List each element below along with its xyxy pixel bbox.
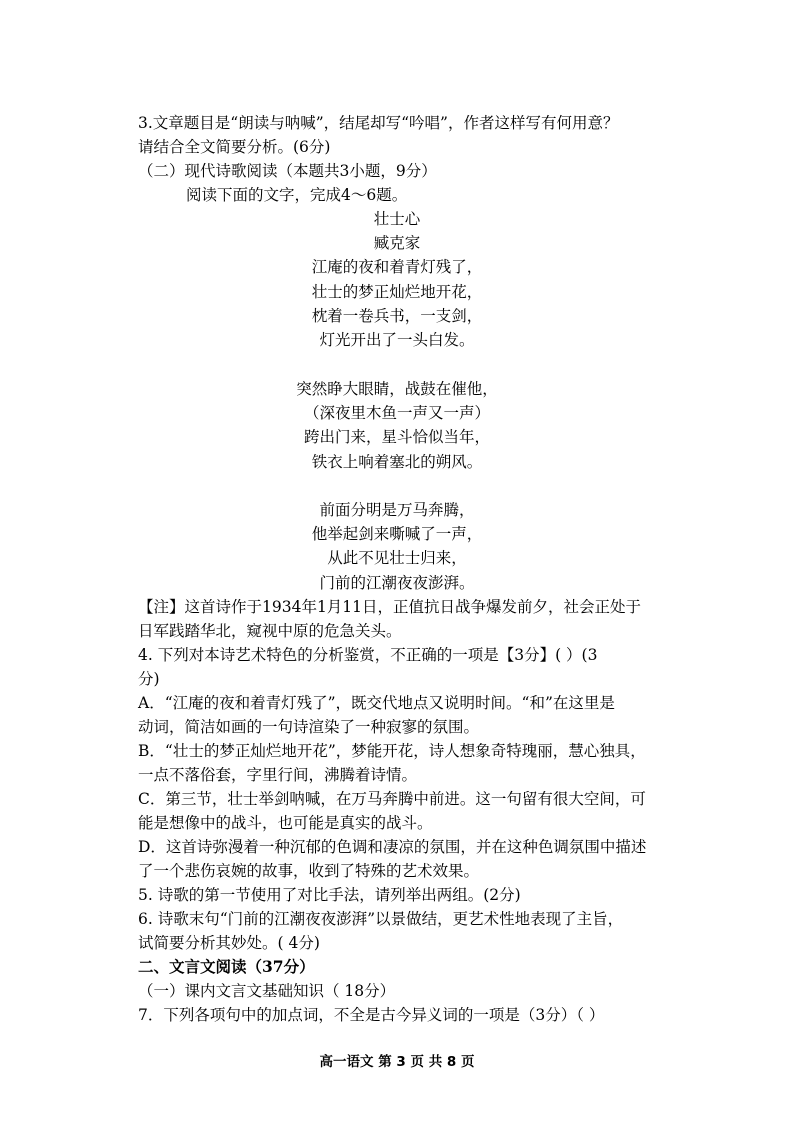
poem-line: 跨出门来，星斗恰似当年， (303, 428, 490, 446)
q3-line1: 3.文章题目是“朗读与呐喊”，结尾却写“吟唱”，作者这样写有何用意？ (138, 114, 619, 132)
note-line1: 【注】这首诗作于1934年1月11日，正值抗日战争爆发前夕，社会正处于 (138, 598, 642, 616)
poem-line: 突然睁大眼睛，战鼓在催他， (296, 380, 498, 398)
poem-title: 壮士心 (373, 210, 421, 228)
q4-option-b-cont: 一点不落俗套，字里行间，沸腾着诗情。 (138, 766, 418, 784)
poem-line: 铁衣上响着塞北的朔风。 (311, 453, 483, 471)
q5: 5. 诗歌的第一节使用了对比手法，请列举出两组。(2分) (138, 886, 521, 904)
q4-option-c-cont: 能是想像中的战斗，也可能是真实的战斗。 (138, 814, 433, 832)
q4-option-d-cont: 了一个悲伤哀婉的故事，收到了特殊的艺术效果。 (138, 862, 480, 880)
note-line2: 日军践踏华北，窥视中原的危急关头。 (138, 622, 402, 640)
q4-option-d: D．这首诗弥漫着一种沉郁的色调和凄凉的氛围，并在这种色调氛围中描述 (138, 838, 647, 856)
section2-subheading: （一）课内文言文基础知识（ 18分） (138, 982, 396, 1000)
q6-line2: 试简要分析其妙处。( 4分) (138, 934, 320, 952)
q4-option-a: A．“江庵的夜和着青灯残了”，既交代地点又说明时间。“和”在这里是 (138, 694, 615, 712)
poem-line: 从此不见壮士归来， (327, 549, 467, 567)
q6-line1: 6. 诗歌末句“门前的江潮夜夜澎湃”以景做结，更艺术性地表现了主旨， (138, 910, 624, 928)
poem-line: 灯光开出了一头白发。 (319, 331, 475, 349)
poem-line: 前面分明是万马奔腾， (319, 501, 475, 519)
q4-stem-line1: 4. 下列对本诗艺术特色的分析鉴赏，不正确的一项是【3分】( ）(3 (138, 646, 598, 664)
section2-heading: 二、文言文阅读（37分） (138, 957, 315, 976)
q4-option-a-cont: 动词，简洁如画的一句诗渲染了一种寂寥的氛围。 (138, 718, 480, 736)
q4-option-c: C．第三节，壮士举剑呐喊，在万马奔腾中前进。这一句留有很大空间，可 (138, 790, 646, 808)
q7: 7．下列各项句中的加点词，不全是古今异义词的一项是（3分）（ ） (138, 1006, 605, 1024)
poem-line: 枕着一卷兵书，一支剑， (311, 307, 483, 325)
poem-author: 臧克家 (373, 234, 421, 252)
q4-stem-line2: 分) (138, 670, 160, 688)
poem-line: 壮士的梦正灿烂地开花， (311, 283, 483, 301)
poem-line: （深夜里木鱼一声又一声） (303, 404, 490, 422)
q4-option-b: B．“壮士的梦正灿烂地开花”，梦能开花，诗人想象奇特瑰丽，慧心独具， (138, 742, 646, 760)
page-footer: 高一语文 第 3 页 共 8 页 (319, 1054, 475, 1070)
poetry-instruction: 阅读下面的文字，完成4～6题。 (186, 186, 408, 204)
poem-line: 江庵的夜和着青灯残了， (311, 258, 483, 276)
poem-line: 门前的江潮夜夜澎湃。 (319, 574, 475, 592)
q3-line2: 请结合全文简要分析。(6分) (138, 138, 331, 156)
poem-line: 他举起剑来嘶喊了一声， (311, 525, 483, 543)
poetry-section-heading: （二）现代诗歌阅读（本题共3小题，9分） (138, 162, 437, 180)
